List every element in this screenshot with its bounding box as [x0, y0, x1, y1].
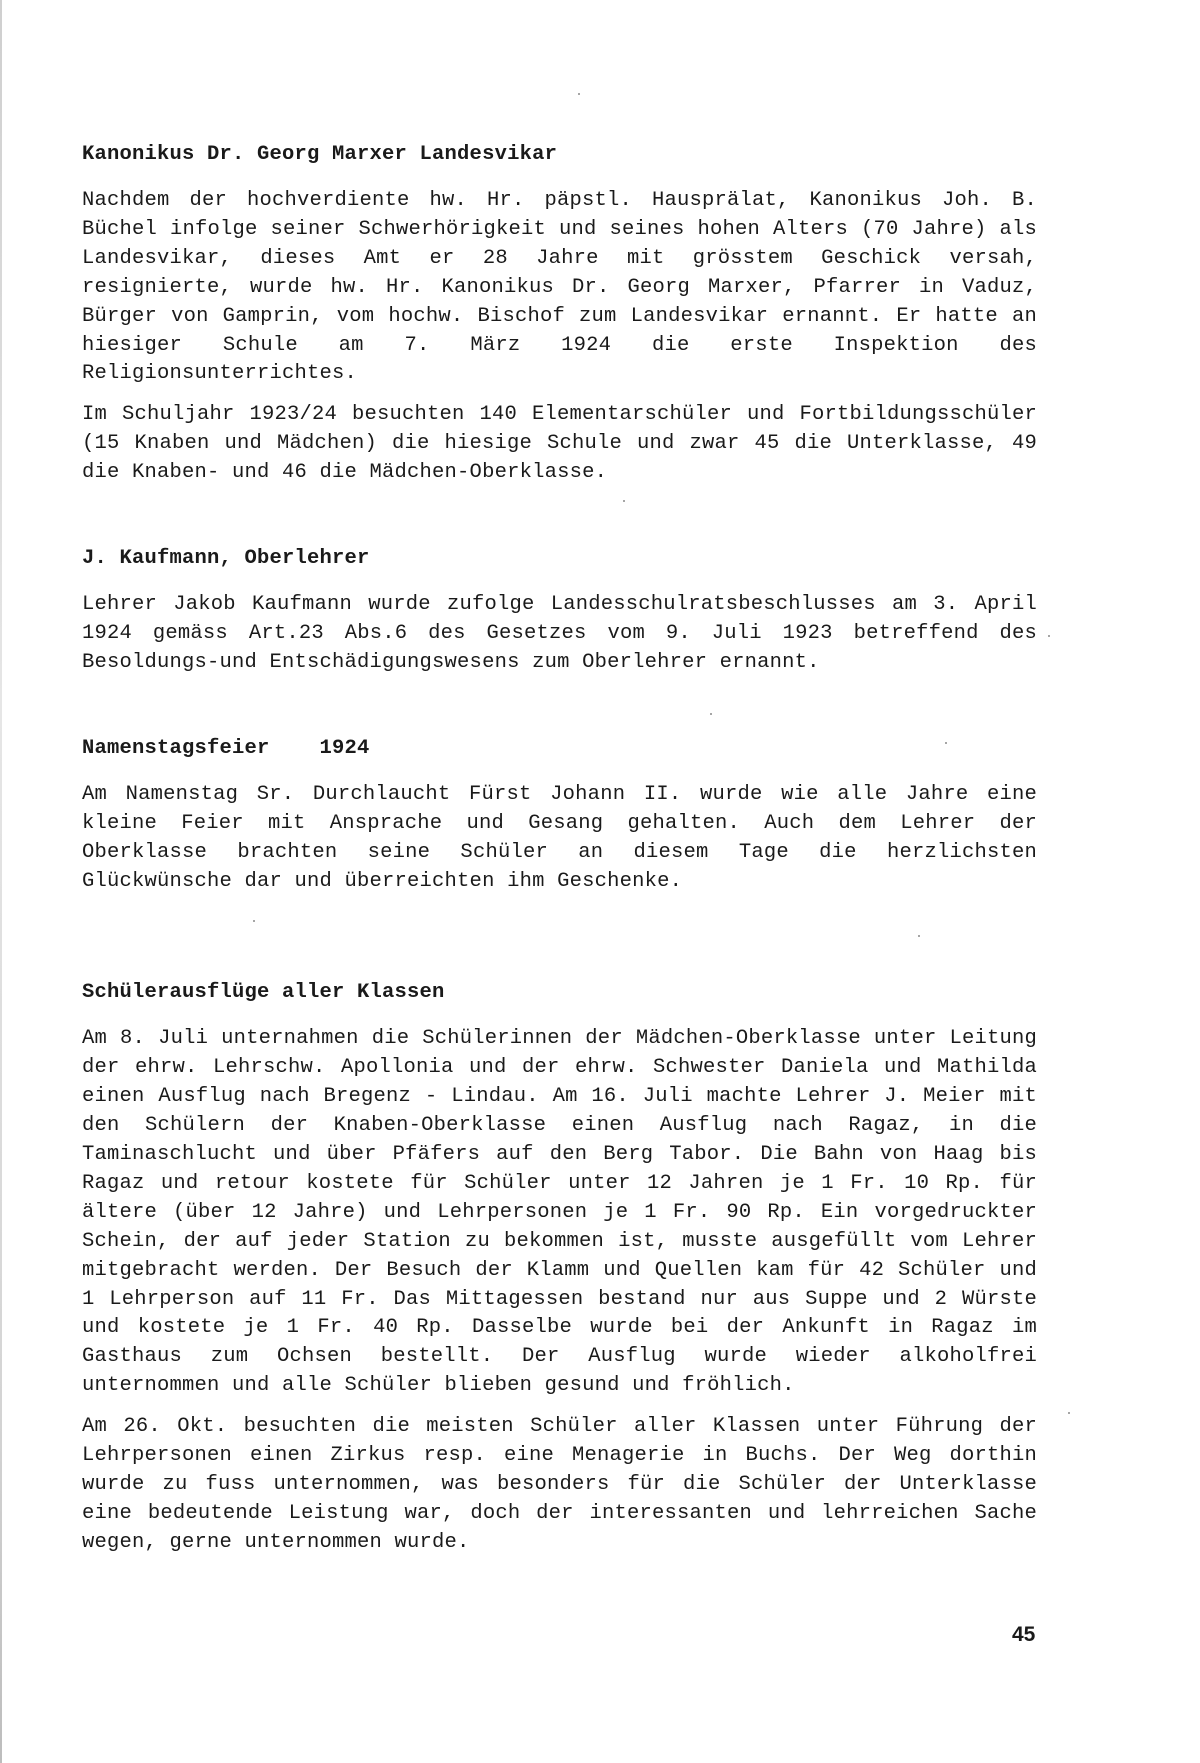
scan-speck [1048, 635, 1050, 637]
section-schuelerausfluege [82, 978, 1037, 1557]
section-heading: J. Kaufmann, Oberlehrer [82, 547, 370, 571]
section-heading: Kanonikus Dr. Georg Marxer Landesvikar [82, 143, 558, 166]
paragraph: Am 26. Okt. besuchten die meisten Schüler aller Klassen unter Führung der Lehrpersonen einen Zirkus resp. eine Menagerie in Buchs. Der Weg dorthin wurde zu fuss unternommen, was besonders für die Schüler der Unterklasse eine bedeutende Leistung war, doch der interessanten und lehrreichen Sache wegen, gerne unternommen wurde. [82, 1415, 1037, 1554]
section-landesvikar [82, 140, 1037, 488]
paragraph: Am Namenstag Sr. Durchlaucht Fürst Johann II. wurde wie alle Jahre eine kleine Feier mit Ansprache und Gesang gehalten. Auch dem Lehrer der Oberklasse brachten seine Schüler an diesem Tage die herzlichsten Glückwünsche dar und überreichten ihm Geschenke. [82, 782, 1037, 893]
section-gap [82, 908, 1037, 978]
paragraph: Am 8. Juli unternahmen die Schülerinnen der Mädchen-Oberklasse unter Leitung der ehrw. Lehrschw. Apollonia und der ehrw. Schwester Daniela und Mathilda einen Ausflug nach Bregenz - Lindau. Am 16. Juli machte Lehrer J. Meier mit den Schülern der Knaben-Oberklasse einen Ausflug nach Ragaz, in die Taminaschlucht und über Pfäfers auf den Berg Tabor. Die Bahn von Haag bis Ragaz und retour kostete für Schüler unter 12 Jahren je 1 Fr. 10 Rp. für ältere (über 12 Jahre) und Lehrpersonen je 1 Fr. 90 Rp. Ein vorgedruckter Schein, der auf jeder Station zu bekommen ist, musste ausgefüllt vom Lehrer mitgebracht werden. Der Besuch der Klamm und Quellen kam für 42 Schüler und 1 Lehrperson auf 11 Fr. Das Mittagessen bestand nur aus Suppe und 2 Würste und kostete je 1 Fr. 40 Rp. Dasselbe wurde bei der Ankunft in Ragaz im Gasthaus zum Ochsen bestellt. Der Ausflug wurde wieder alkoholfrei unternommen und alle Schüler blieben gesund und fröhlich. [82, 1027, 1037, 1398]
section-heading: Namenstagsfeier 1924 [82, 736, 370, 760]
scan-speck [578, 93, 580, 95]
section-heading: Schülerausflüge aller Klassen [82, 981, 445, 1005]
scan-edge [0, 0, 2, 1763]
section-namenstagsfeier [82, 734, 1037, 897]
paragraph: Lehrer Jakob Kaufmann wurde zufolge Landesschulratsbeschlusses am 3. April 1924 gemäss Art.23 Abs.6 des Gesetzes vom 9. Juli 1923 betreffend des Besoldungs-und Entschädigungswesens zum Oberlehrer ernannt. [82, 593, 1037, 674]
paragraph: Nachdem der hochverdiente hw. Hr. päpstl. Hausprälat, Kanonikus Joh. B. Büchel infolge seiner Schwerhörigkeit und seines hohen Alters (70 Jahre) als Landesvikar, dieses Amt er 28 Jahre mit grösstem Geschick versah, resignierte, wurde hw. Hr. Kanonikus Dr. Georg Marxer, Pfarrer in Vaduz, Bürger von Gamprin, vom hochw. Bischof zum Landesvikar ernannt. Er hatte an hiesiger Schule am 7. März 1924 die erste Inspektion des Religionsunterrichtes. [82, 189, 1037, 386]
scan-speck [1068, 1412, 1070, 1414]
section-gap [82, 500, 1037, 544]
paragraph: Im Schuljahr 1923/24 besuchten 140 Elementarschüler und Fortbildungsschüler (15 Knaben und Mädchen) die hiesige Schule und zwar 45 die Unterklasse, 49 die Knaben- und 46 die Mädchen-Oberklasse. [82, 403, 1037, 485]
page-number: 45 [1012, 1623, 1036, 1646]
section-oberlehrer [82, 544, 1037, 678]
document-page [82, 140, 1037, 1570]
section-gap [82, 690, 1037, 734]
